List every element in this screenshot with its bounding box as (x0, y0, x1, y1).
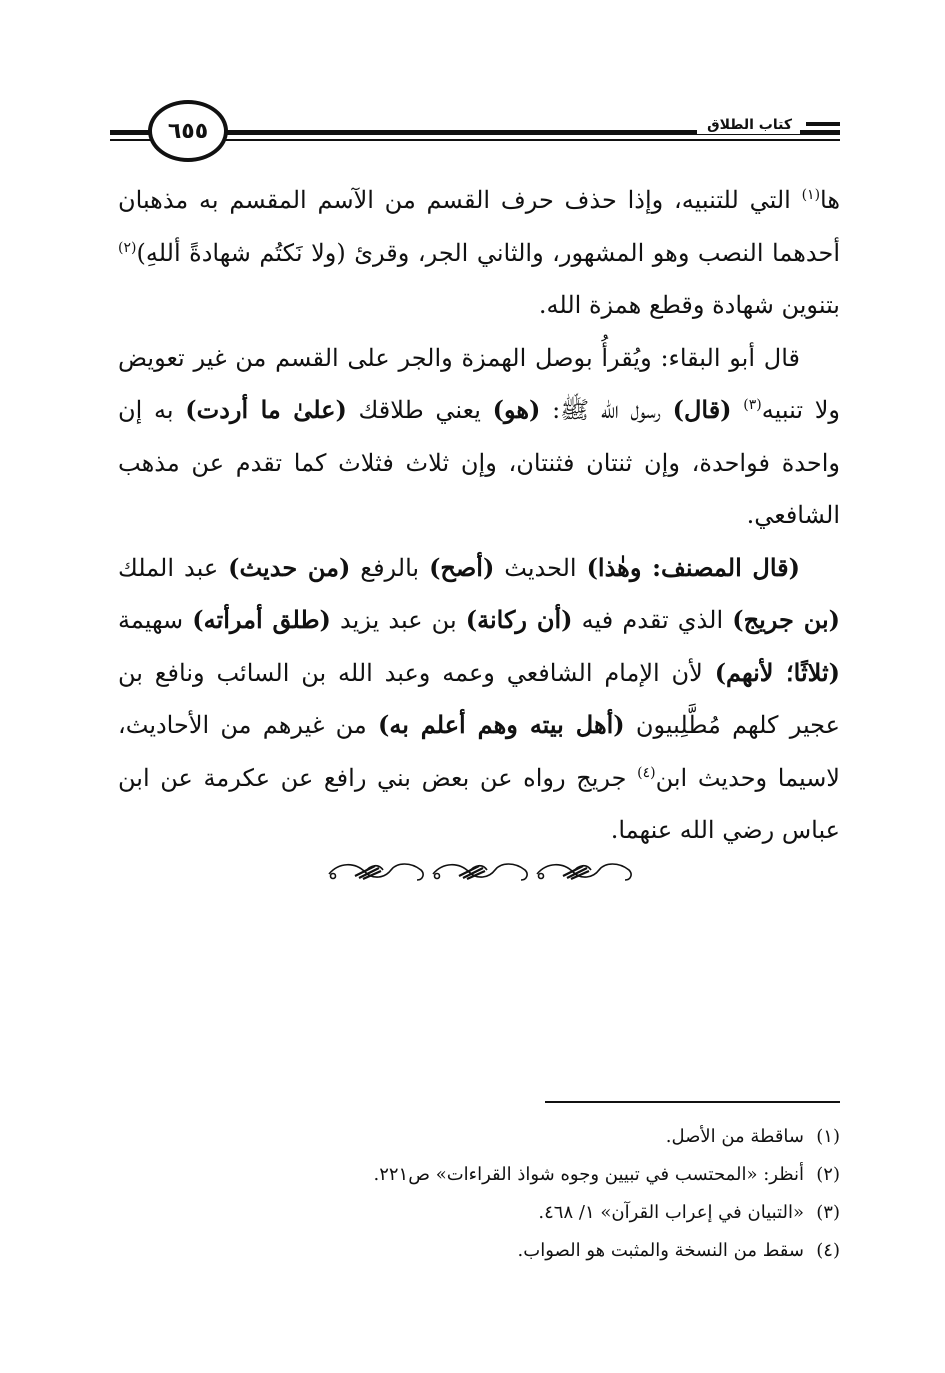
text-run: قال أبو البقاء: ويُقرأُ بوصل الهمزة والجر على القسم من غير تعويض ولا تنبيه (118, 343, 840, 424)
header-dash (806, 122, 840, 126)
footnote-4 (200, 1232, 840, 1270)
main-text (118, 174, 840, 857)
footnote-text: ساقطة من الأصل. (665, 1126, 804, 1147)
matn-quote: (أصح) (429, 552, 495, 582)
text-run: بن عبد يزيد (330, 606, 466, 634)
footnote-separator (545, 1101, 840, 1103)
paragraph-3 (118, 542, 840, 857)
text-run: عبد الملك (118, 553, 229, 582)
footnote-2 (200, 1156, 840, 1194)
running-title: كتاب الطلاق (697, 116, 800, 134)
footnotes (200, 1118, 840, 1270)
page-number: ٦٥٥ (167, 118, 209, 144)
text-run: بالرفع (350, 553, 430, 582)
text-run: الذي تقدم فيه (572, 606, 733, 634)
text-run: لأن الإمام الشافعي وعمه وعبد الله بن السائب ونافع بن عجير كلهم مُطَّلِبيون (118, 658, 840, 739)
section-ornament-icon (325, 852, 635, 886)
paragraph-2 (118, 332, 840, 542)
ornament-unit-3 (537, 864, 631, 880)
footnote-ref-3[interactable]: (٣) (743, 397, 762, 413)
footnote-3 (200, 1194, 840, 1232)
matn-quote: (ثلاثًا؛ لأنهم) (714, 657, 840, 687)
matn-quote: (قال المصنف: وهٰذا) (586, 552, 800, 582)
ornament-unit-2 (433, 864, 527, 880)
matn-quote: (أن ركانة) (465, 605, 573, 634)
text-run: جريج رواه عن بعض بني رافع عن عكرمة عن ابن عباس رضي الله عنهما. (118, 763, 840, 844)
text-run: سهيمة (118, 606, 193, 634)
text-run: بتنوين شهادة وقطع همزة الله. (538, 291, 840, 319)
matn-quote: (علىٰ ما أردت) (185, 395, 347, 424)
footnote-text: سقط من النسخة والمثبت هو الصواب. (517, 1240, 804, 1261)
footnote-number: (١) (816, 1126, 840, 1147)
page-number-badge (148, 100, 228, 162)
footnote-ref-2[interactable]: (٢) (118, 239, 137, 256)
page-header (110, 100, 840, 170)
footnote-number: (٣) (816, 1202, 840, 1223)
text-run (732, 396, 744, 424)
text-run: يعني طلاقك (346, 396, 493, 424)
text-run: التي للتنبيه، وإذا حذف حرف القسم من الآسم المقسم به مذهبان أحدهما النصب وهو المشهور، والثاني الجر، وقرئ (ولا نَكتُم شهادةً أللهِ) (118, 186, 840, 267)
matn-quote: (من حديث) (228, 552, 351, 582)
text-run: من غيرهم من الأحاديث، لاسيما وحديث ابن (118, 711, 840, 792)
matn-quote: (هو) (492, 395, 541, 424)
text-run: الحديث (494, 553, 587, 582)
footnote-number: (٤) (816, 1240, 840, 1261)
text-run: رسول الله ﷺ: (540, 396, 673, 424)
text-run: به إن واحدة فواحدة، وإن ثنتان فثنتان، وإن ثلاث فثلاث كما تقدم عن مذهب الشافعي. (118, 396, 840, 529)
footnote-text: أنظر: «المحتسب في تبيين وجوه شواذ القراءات» ص٢٢١. (373, 1164, 804, 1185)
matn-quote: (طلق أمرأته) (192, 605, 331, 634)
footnote-ref-1[interactable]: (١) (801, 187, 821, 203)
footnote-ref-4[interactable]: (٤) (637, 764, 656, 781)
text-run: ها (820, 186, 840, 214)
footnote-1 (200, 1118, 840, 1156)
footnote-text: «التبيان في إعراب القرآن» ١/ ٤٦٨. (538, 1202, 804, 1223)
matn-quote: (بن جريج) (732, 605, 841, 634)
ornament-unit-1 (329, 864, 423, 880)
matn-quote: (قال) (672, 395, 732, 424)
matn-quote: (أهل بيته وهم أعلم به) (377, 710, 625, 739)
paragraph-1 (118, 174, 840, 332)
footnote-number: (٢) (816, 1164, 840, 1185)
